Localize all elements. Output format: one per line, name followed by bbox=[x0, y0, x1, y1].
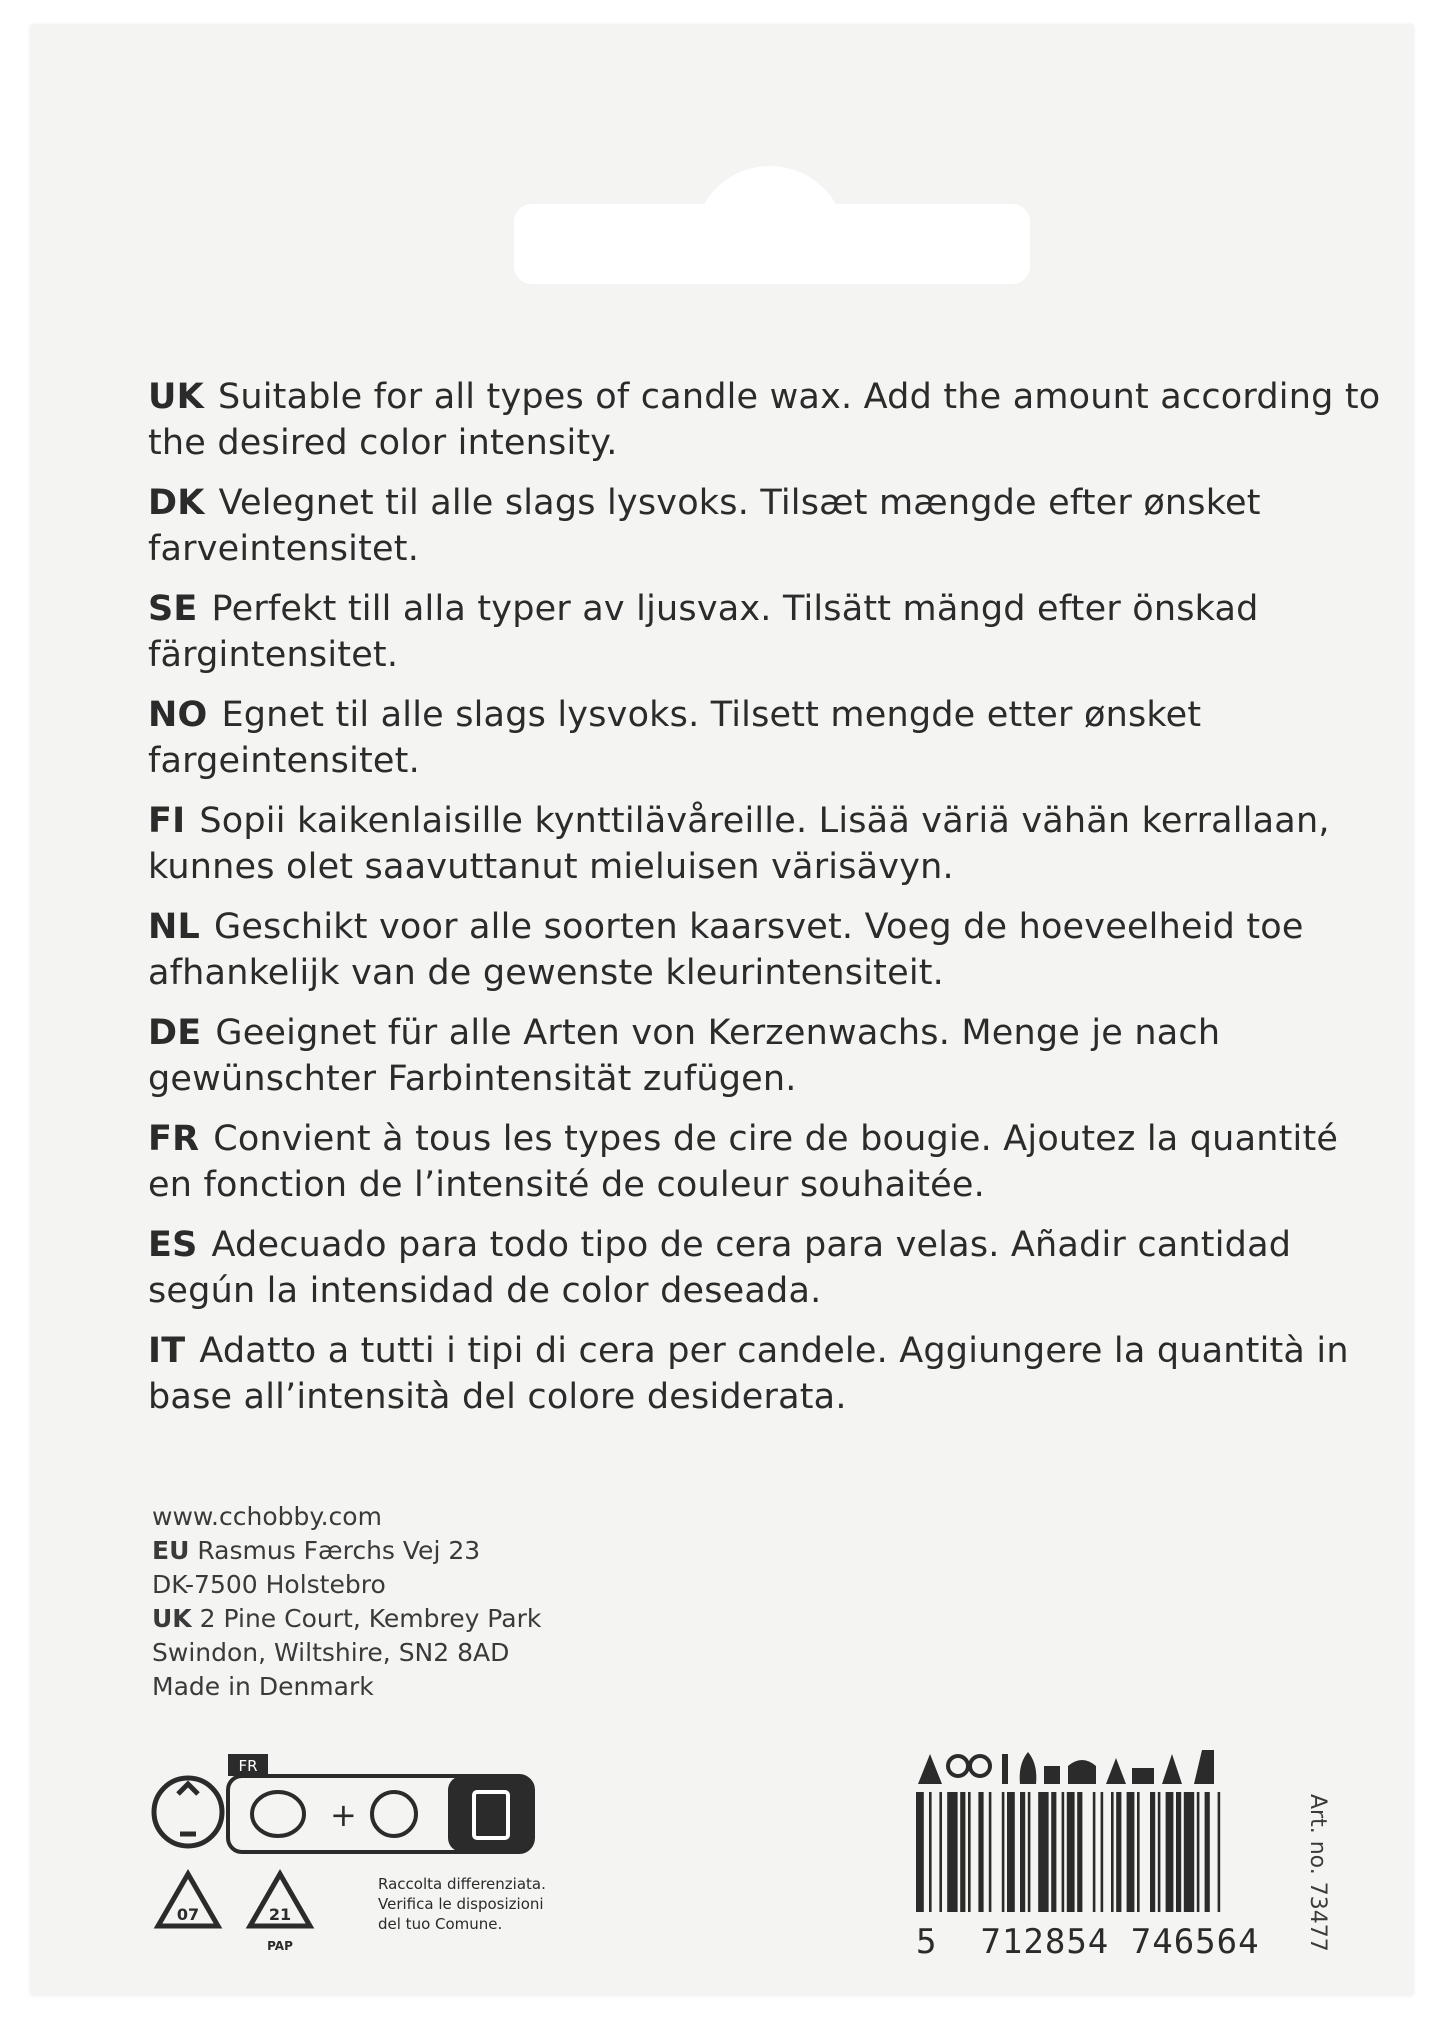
instruction-text: Convient à tous les types de cire de bougie. Ajoutez la quantité en fonction de l’intensité de couleur souhaitée. bbox=[148, 1119, 1339, 1205]
barcode-bar bbox=[1184, 1792, 1194, 1912]
hang-hole bbox=[514, 204, 1030, 284]
instruction-text: Adatto a tutti i tipi di cera per candele. Aggiungere la quantità in base all’intensità del colore desiderata. bbox=[148, 1331, 1349, 1417]
article-number: Art. no. 73477 bbox=[1305, 1794, 1330, 1952]
language-code: SE bbox=[148, 589, 198, 629]
barcode-bar bbox=[960, 1792, 965, 1912]
instruction-text: Egnet til alle slags lysvoks. Tilsett mengde etter ønsket fargeintensitet. bbox=[148, 695, 1202, 781]
recycle-code-21: 21 bbox=[268, 1905, 292, 1924]
barcode-bar bbox=[1166, 1792, 1174, 1912]
barcode-bar bbox=[939, 1792, 942, 1912]
instruction-de bbox=[148, 1010, 1388, 1102]
instruction-se bbox=[148, 586, 1388, 678]
barcode-bar bbox=[1038, 1792, 1048, 1912]
instruction-fr bbox=[148, 1116, 1388, 1208]
barcode-bar bbox=[1007, 1792, 1015, 1912]
instruction-it bbox=[148, 1328, 1388, 1420]
barcode-bar bbox=[929, 1792, 932, 1912]
uk-address-line2: Swindon, Wiltshire, SN2 8AD bbox=[152, 1638, 510, 1667]
barcode-bar bbox=[1197, 1792, 1200, 1912]
recycle-code-07: 07 bbox=[176, 1905, 200, 1924]
instruction-no bbox=[148, 692, 1388, 784]
fr-label: FR bbox=[238, 1757, 258, 1775]
instruction-fi bbox=[148, 798, 1388, 890]
made-in: Made in Denmark bbox=[152, 1672, 374, 1701]
barcode-bar bbox=[1137, 1792, 1140, 1912]
instruction-text: Perfekt till alla typer av ljusvax. Tilsätt mängd efter önskad färgintensitet. bbox=[148, 589, 1259, 675]
barcode-bar bbox=[1116, 1792, 1121, 1912]
sorting-line2: Verifica le disposizioni bbox=[378, 1895, 544, 1913]
barcode-bar bbox=[989, 1792, 992, 1912]
language-code: FR bbox=[148, 1119, 200, 1159]
container-icon bbox=[252, 1792, 304, 1836]
instruction-uk bbox=[148, 374, 1388, 466]
barcode-bar bbox=[1127, 1792, 1135, 1912]
barcode-bar bbox=[1077, 1792, 1082, 1912]
instruction-texts bbox=[148, 374, 1388, 1434]
instruction-text: Geschikt voor alle soorten kaarsvet. Voeg de hoeveelheid toe afhankelijk van de gewenste kleurintensiteit. bbox=[148, 907, 1304, 993]
website-link[interactable]: www.cchobby.com bbox=[152, 1502, 382, 1531]
barcode-bar bbox=[1020, 1792, 1025, 1912]
barcode-bar bbox=[1150, 1792, 1155, 1912]
instruction-text: Suitable for all types of candle wax. Add the amount according to the desired color intensity. bbox=[148, 377, 1381, 463]
tape-icon bbox=[372, 1792, 416, 1836]
barcode-bar bbox=[1051, 1792, 1056, 1912]
barcode-bar bbox=[978, 1792, 983, 1912]
recycling-symbols bbox=[148, 1734, 578, 1974]
company-address bbox=[152, 1500, 541, 1704]
barcode-bar bbox=[1111, 1792, 1114, 1912]
instruction-text: Velegnet til alle slags lysvoks. Tilsæt mængde efter ønsket farveintensitet. bbox=[148, 483, 1261, 569]
barcode-bar bbox=[1028, 1792, 1031, 1912]
barcode-bar bbox=[1176, 1792, 1181, 1912]
sorting-instructions bbox=[378, 1874, 546, 1934]
barcode-bar bbox=[1093, 1792, 1096, 1912]
instruction-text: Adecuado para todo tipo de cera para velas. Añadir cantidad según la intensidad de color deseada. bbox=[148, 1225, 1292, 1311]
sorting-line3: del tuo Comune. bbox=[378, 1915, 503, 1933]
barcode-number: 5 712854 746564 bbox=[916, 1922, 1260, 1962]
eu-address-line1: EU Rasmus Færchs Vej 23 bbox=[152, 1536, 481, 1565]
barcode-bar bbox=[916, 1792, 924, 1912]
language-code: UK bbox=[148, 377, 204, 417]
craft-tools-icon bbox=[918, 1750, 1214, 1784]
barcode-bars bbox=[916, 1792, 1220, 1912]
sorting-info-box bbox=[228, 1754, 533, 1852]
recycle-code-pap: PAP bbox=[267, 1939, 293, 1953]
instruction-dk bbox=[148, 480, 1388, 572]
instruction-text: Sopii kaikenlaisille kynttilävåreille. Lisää väriä vähän kerrallaan, kunnes olet saavuttanut mieluisen värisävyn. bbox=[148, 801, 1330, 887]
language-code: DK bbox=[148, 483, 205, 523]
language-code: NL bbox=[148, 907, 200, 947]
sorting-line1: Raccolta differenziata. bbox=[378, 1875, 546, 1893]
barcode-bar bbox=[1062, 1792, 1065, 1912]
language-code: FI bbox=[148, 801, 186, 841]
svg-text:+: + bbox=[330, 1796, 357, 1834]
language-code: ES bbox=[148, 1225, 198, 1265]
eu-address-line2: DK-7500 Holstebro bbox=[152, 1570, 386, 1599]
barcode-bar bbox=[1101, 1792, 1104, 1912]
product-back-card bbox=[30, 24, 1414, 1996]
uk-address-line1: UK 2 Pine Court, Kembrey Park bbox=[152, 1604, 542, 1633]
instruction-nl bbox=[148, 904, 1388, 996]
barcode-bar bbox=[947, 1792, 957, 1912]
instruction-text: Geeignet für alle Arten von Kerzenwachs. Menge je nach gewünschter Farbintensität zufügen. bbox=[148, 1013, 1221, 1099]
language-code: NO bbox=[148, 695, 208, 735]
instruction-es bbox=[148, 1222, 1388, 1314]
barcode-bar bbox=[968, 1792, 971, 1912]
barcode-bar bbox=[1218, 1792, 1221, 1912]
barcode-bar bbox=[1205, 1792, 1210, 1912]
language-code: DE bbox=[148, 1013, 202, 1053]
triman-icon bbox=[154, 1778, 222, 1846]
barcode-bar bbox=[1067, 1792, 1075, 1912]
barcode-bar bbox=[1002, 1792, 1005, 1912]
language-code: IT bbox=[148, 1331, 186, 1371]
barcode-bar bbox=[1158, 1792, 1161, 1912]
